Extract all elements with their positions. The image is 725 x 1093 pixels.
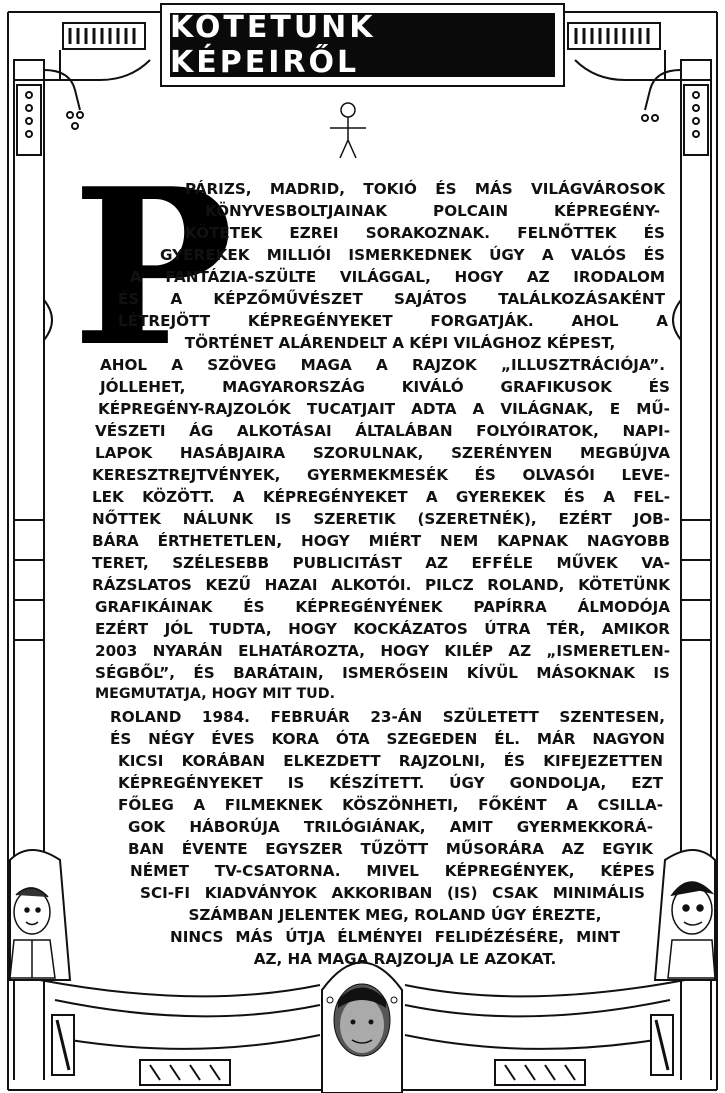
text-line: JÓLLEHET, MAGYARORSZÁG KIVÁLÓ GRAFIKUSOK ÉS: [100, 378, 670, 396]
text-line: SZÁMBAN JELENTEK MEG, ROLAND ÚGY ÉREZTE,: [188, 906, 602, 924]
text-line: LAPOK HASÁBJAIRA SZORULNAK, SZERÉNYEN MEGBÚJVA: [95, 444, 670, 462]
text-line: TÖRTÉNET ALÁRENDELT A KÉPI VILÁGHOZ KÉPEST,: [184, 334, 616, 352]
text-line: BAN ÉVENTE EGYSZER TŰZÖTT MŰSORÁRA AZ EGYIK: [128, 840, 653, 858]
text-line: A FANTÁZIA-SZÜLTE VILÁGGAL, HOGY AZ IRODALOM: [130, 268, 665, 286]
text-line: NINCS MÁS ÚTJA ÉLMÉNYEI FELIDÉZÉSÉRE, MINT: [170, 928, 620, 946]
text-line: KÉPREGÉNY-RAJZOLÓK TUCATJAIT ADTA A VILÁGNAK, E MŰ-: [98, 400, 670, 418]
portrait-photo: [322, 963, 402, 1093]
text-line: EZÉRT JÓL TUDTA, HOGY KOCKÁZATOS ÚTRA TÉR, AMIKOR: [95, 620, 670, 638]
text-line: NÉMET TV-CSATORNA. MIVEL KÉPREGÉNYEK, KÉPES: [130, 862, 655, 880]
text-line: AHOL A SZÖVEG MAGA A RAJZOK „ILLUSZTRÁCIÓJA”.: [100, 356, 665, 374]
text-line: KERESZTREJTVÉNYEK, GYERMEKMESÉK ÉS OLVASÓI LEVE-: [92, 466, 670, 484]
text-line: KÉPREGÉNYEKET IS KÉSZÍTETT. ÚGY GONDOLJA, EZT: [118, 774, 663, 792]
text-line: BÁRA ÉRTHETETLEN, HOGY MIÉRT NEM KAPNAK NAGYOBB: [92, 532, 670, 550]
text-line: GRAFIKÁINAK ÉS KÉPREGÉNYÉNEK PAPÍRRA ÁLMODÓJA: [95, 598, 670, 616]
text-line: PÁRIZS, MADRID, TOKIÓ ÉS MÁS VILÁGVÁROSOK: [185, 180, 665, 198]
title-panel: [160, 3, 565, 87]
text-line: TERET, SZÉLESEBB PUBLICITÁST AZ EFFÉLE MŰVEK VA-: [92, 554, 670, 572]
text-line: ÉS A KÉPZŐMŰVÉSZET SAJÁTOS TALÁLKOZÁSAKÉNT: [118, 290, 665, 308]
text-line: LEK KÖZÖTT. A KÉPREGÉNYEKET A GYEREKEK ÉS A FEL-: [92, 488, 670, 506]
page-title: KÖTETÜNK KÉPEIRŐL: [170, 10, 376, 80]
text-line: NŐTTEK NÁLUNK IS SZERETIK (SZERETNÉK), EZÉRT JOB-: [92, 510, 670, 528]
stick-figure-icon: [330, 103, 366, 158]
text-line: AZ, HA MAGA RAJZOLJA LE AZOKAT.: [253, 950, 557, 968]
drop-cap: P: [72, 141, 234, 394]
text-line: FŐLEG A FILMEKNEK KÖSZÖNHETI, FŐKÉNT A CSILLA-: [118, 796, 663, 814]
text-line: KICSI KORÁBAN ELKEZDETT RAJZOLNI, ÉS KIFEJEZETTEN: [118, 752, 663, 770]
text-line: KÖTETEK EZREI SORAKOZNAK. FELNŐTTEK ÉS: [185, 224, 665, 242]
text-line: GYEREKEK MILLIÓI ISMERKEDNEK ÚGY A VALÓS ÉS: [160, 246, 665, 264]
text-line: ROLAND 1984. FEBRUÁR 23-ÁN SZÜLETETT SZENTESEN,: [110, 708, 665, 726]
text-line: SCI-FI KIADVÁNYOK AKKORIBAN (IS) CSAK MINIMÁLIS: [140, 884, 645, 902]
text-line: KÖNYVESBOLTJAINAK POLCAIN KÉPREGÉNY-: [205, 202, 660, 220]
text-line: VÉSZETI ÁG ALKOTÁSAI ÁLTALÁBAN FOLYÓIRATOK, NAPI-: [95, 422, 670, 440]
text-line: 2003 NYARÁN ELHATÁROZTA, HOGY KILÉP AZ „ISMERETLEN-: [95, 642, 670, 660]
text-line: ÉS NÉGY ÉVES KORA ÓTA SZEGEDEN ÉL. MÁR NAGYON: [110, 730, 665, 748]
text-line: LÉTREJÖTT KÉPREGÉNYEKET FORGATJÁK. AHOL A: [118, 312, 668, 330]
text-line: SÉGBŐL”, ÉS BARÁTAIN, ISMERŐSEIN KÍVÜL MÁSOKNAK IS: [95, 664, 670, 682]
text-line: RÁZSLATOS KEZŰ HAZAI ALKOTÓI. PILCZ ROLAND, KÖTETÜNK: [92, 576, 670, 594]
text-line: GOK HÁBORÚJA TRILÓGIÁNAK, AMIT GYERMEKKORÁ-: [128, 818, 653, 836]
text-line: MEGMUTATJA, HOGY MIT TUD.: [95, 686, 335, 702]
